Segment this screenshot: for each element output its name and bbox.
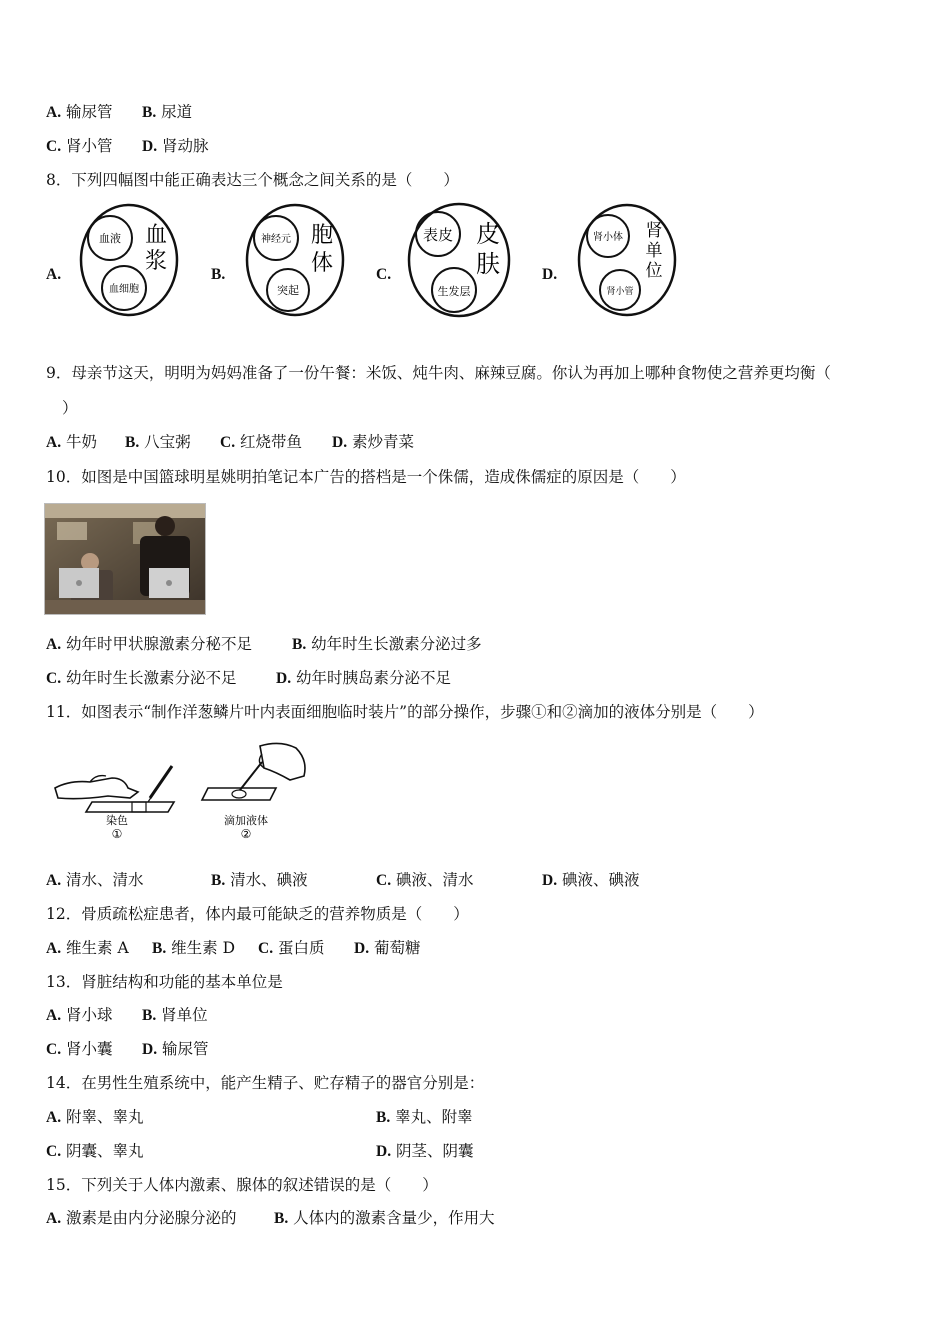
q8-d-inner-bottom: 肾小管 (606, 287, 634, 297)
q8-diagrams (46, 200, 706, 330)
q10-photo (44, 503, 206, 615)
q9-stem-line-1: 9．母亲节这天，明明为妈妈准备了一份午餐：米饭、炖牛肉、麻辣豆腐。你认为再加上哪种食物使之营养更均衡（ (46, 364, 831, 382)
q8-b-inner-bottom: 突起 (277, 284, 299, 297)
q8-c-inner-bottom: 生发层 (437, 285, 471, 298)
q8-a-outer-2: 浆 (144, 249, 168, 274)
q8-option-c-letter: C. (376, 266, 392, 283)
q13-stem: 13．肾脏结构和功能的基本单位是 (46, 973, 283, 991)
q11-step1-number: ① (111, 827, 123, 841)
q15-stem: 15．下列关于人体内激素、腺体的叙述错误的是（ ） (46, 1176, 438, 1194)
q8-b-inner-top: 神经元 (261, 234, 291, 245)
q14-stem: 14．在男性生殖系统中，能产生精子、贮存精子的器官分别是： (46, 1074, 485, 1092)
q8-c-outer-2: 肤 (476, 250, 500, 278)
q8-d-outer-3: 位 (645, 261, 663, 281)
q10-stem: 10．如图是中国篮球明星姚明拍笔记本广告的搭档是一个侏儒，造成侏儒症的原因是（ ） (46, 468, 686, 486)
q8-d-outer-2: 单 (645, 241, 663, 261)
q8-a-inner-top: 血液 (99, 232, 121, 245)
q9-stem-line-2: ） (62, 399, 78, 417)
q8-diagram-a (78, 200, 180, 318)
q8-diagram-c (406, 200, 512, 320)
q8-option-a-letter: A. (46, 266, 62, 283)
q12-stem: 12．骨质疏松症患者，体内最可能缺乏的营养物质是（ ） (46, 905, 469, 923)
q11-step2-number: ② (240, 827, 252, 841)
q11-step2-label: 滴加液体 (224, 814, 268, 827)
q8-c-outer-1: 皮 (476, 220, 500, 248)
q8-d-inner-top: 肾小体 (593, 232, 623, 243)
q11-steps-figure (50, 738, 320, 848)
q8-c-inner-top: 表皮 (422, 226, 454, 244)
q8-b-outer-2: 体 (310, 251, 334, 276)
q8-option-d-letter: D. (542, 266, 558, 283)
q11-stem: 11．如图表示“制作洋葱鳞片叶内表面细胞临时装片”的部分操作，步骤①和②滴加的液体分别是（ ） (46, 703, 764, 721)
q8-d-outer-1: 肾 (645, 221, 663, 241)
q8-b-outer-1: 胞 (310, 223, 334, 248)
q8-stem: 8．下列四幅图中能正确表达三个概念之间关系的是（ ） (46, 171, 459, 189)
q8-option-b-letter: B. (211, 266, 226, 283)
q8-a-outer-1: 血 (144, 223, 168, 248)
q8-a-inner-bottom: 血细胞 (109, 284, 139, 295)
q8-diagram-b (244, 200, 346, 318)
q11-step1-label: 染色 (106, 814, 128, 827)
q8-diagram-d (576, 200, 678, 318)
